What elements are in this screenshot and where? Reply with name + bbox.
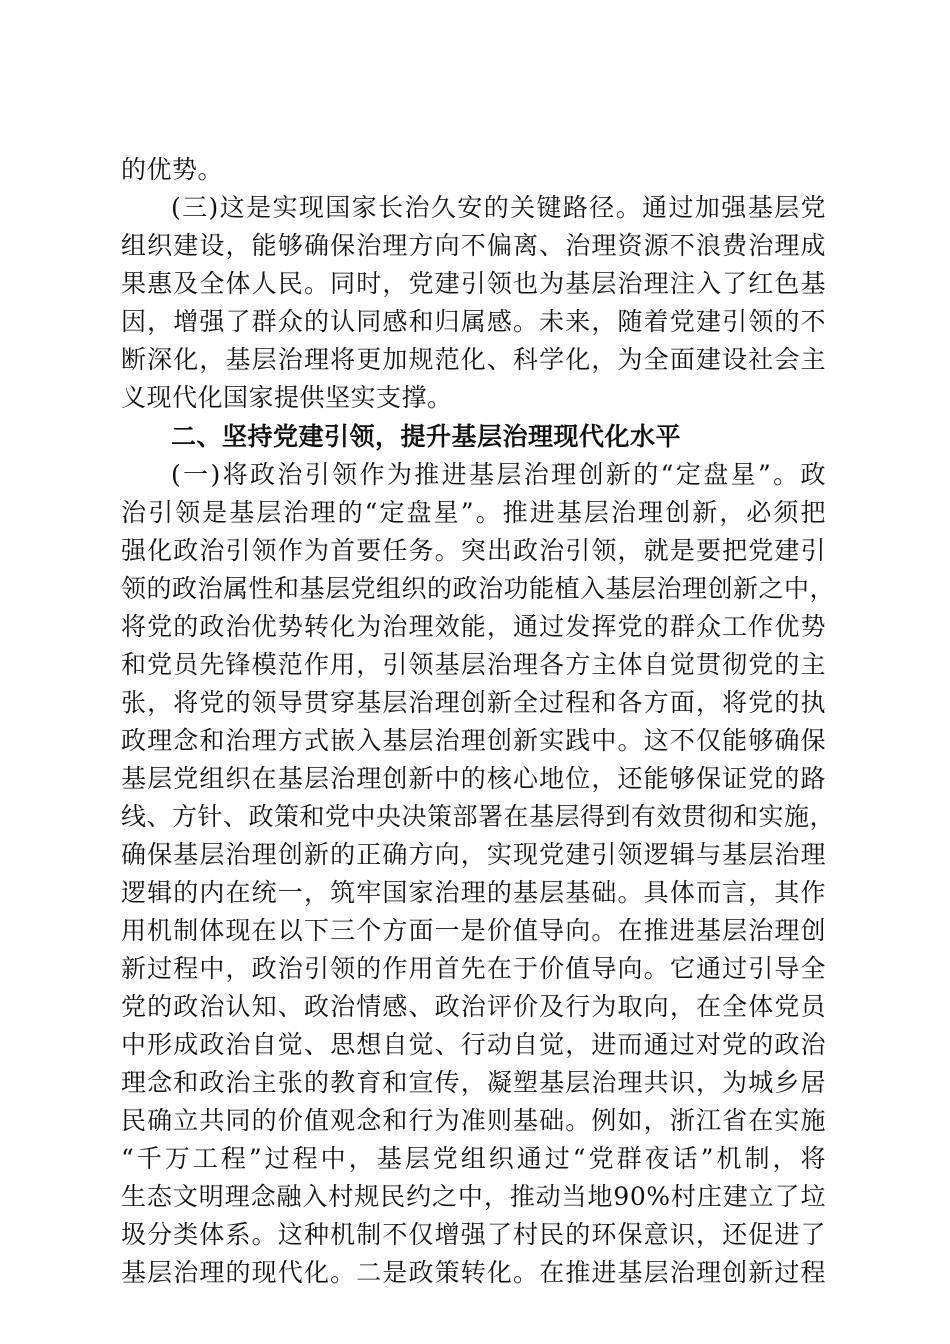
text-line: 理念和政治主张的教育和宣传，凝塑基层治理共识，为城乡居 bbox=[121, 1068, 826, 1097]
text-line: 新过程中，政治引领的作用首先在于价值导向。它通过引导全 bbox=[121, 954, 826, 983]
text-line: 领的政治属性和基层党组织的政治功能植入基层治理创新之中， bbox=[121, 574, 836, 603]
text-line: 的优势。 bbox=[121, 155, 224, 184]
text-line: 生态文明理念融入村规民约之中，推动当地90%村庄建立了垃 bbox=[121, 1182, 826, 1211]
text-line: 民确立共同的价值观念和行为准则基础。例如，浙江省在实施 bbox=[121, 1106, 826, 1135]
text-line: 组织建设，能够确保治理方向不偏离、治理资源不浪费治理成 bbox=[121, 231, 826, 260]
text-line: 义现代化国家提供坚实支撑。 bbox=[121, 383, 453, 412]
text-line: 圾分类体系。这种机制不仅增强了村民的环保意识，还促进了 bbox=[121, 1220, 826, 1249]
text-line: 政理念和治理方式嵌入基层治理创新实践中。这不仅能够确保 bbox=[121, 726, 826, 755]
text-line: 将党的政治优势转化为治理效能，通过发挥党的群众工作优势 bbox=[121, 612, 826, 641]
section-heading: 二、坚持党建引领，提升基层治理现代化水平 bbox=[171, 422, 682, 451]
text-line: 逻辑的内在统一，筑牢国家治理的基层基础。具体而言，其作 bbox=[121, 878, 826, 907]
text-line: 用机制体现在以下三个方面一是价值导向。在推进基层治理创 bbox=[121, 916, 826, 945]
text-line: 中形成政治自觉、思想自觉、行动自觉，进而通过对党的政治 bbox=[121, 1030, 826, 1059]
text-line: (一)将政治引领作为推进基层治理创新的“定盘星”。政 bbox=[171, 460, 826, 489]
text-line: 基层党组织在基层治理创新中的核心地位，还能够保证党的路 bbox=[121, 764, 826, 793]
text-line: 断深化，基层治理将更加规范化、科学化，为全面建设社会主 bbox=[121, 345, 826, 374]
text-line: 线、方针、政策和党中央决策部署在基层得到有效贯彻和实施， bbox=[121, 802, 836, 831]
text-line: 确保基层治理创新的正确方向，实现党建引领逻辑与基层治理 bbox=[121, 840, 826, 869]
text-line: (三)这是实现国家长治久安的关键路径。通过加强基层党 bbox=[171, 193, 826, 222]
text-line: 党的政治认知、政治情感、政治评价及行为取向，在全体党员 bbox=[121, 992, 826, 1021]
text-line: 治引领是基层治理的“定盘星”。推进基层治理创新，必须把 bbox=[121, 498, 826, 527]
text-line: “千万工程”过程中，基层党组织通过“党群夜话”机制，将 bbox=[121, 1144, 826, 1173]
text-line: 张，将党的领导贯穿基层治理创新全过程和各方面，将党的执 bbox=[121, 688, 826, 717]
text-line: 果惠及全体人民。同时，党建引领也为基层治理注入了红色基 bbox=[121, 269, 826, 298]
text-line: 基层治理的现代化。二是政策转化。在推进基层治理创新过程 bbox=[121, 1258, 826, 1287]
text-line: 强化政治引领作为首要任务。突出政治引领，就是要把党建引 bbox=[121, 536, 826, 565]
text-line: 和党员先锋模范作用，引领基层治理各方主体自觉贯彻党的主 bbox=[121, 650, 826, 679]
text-line: 因，增强了群众的认同感和归属感。未来，随着党建引领的不 bbox=[121, 307, 826, 336]
